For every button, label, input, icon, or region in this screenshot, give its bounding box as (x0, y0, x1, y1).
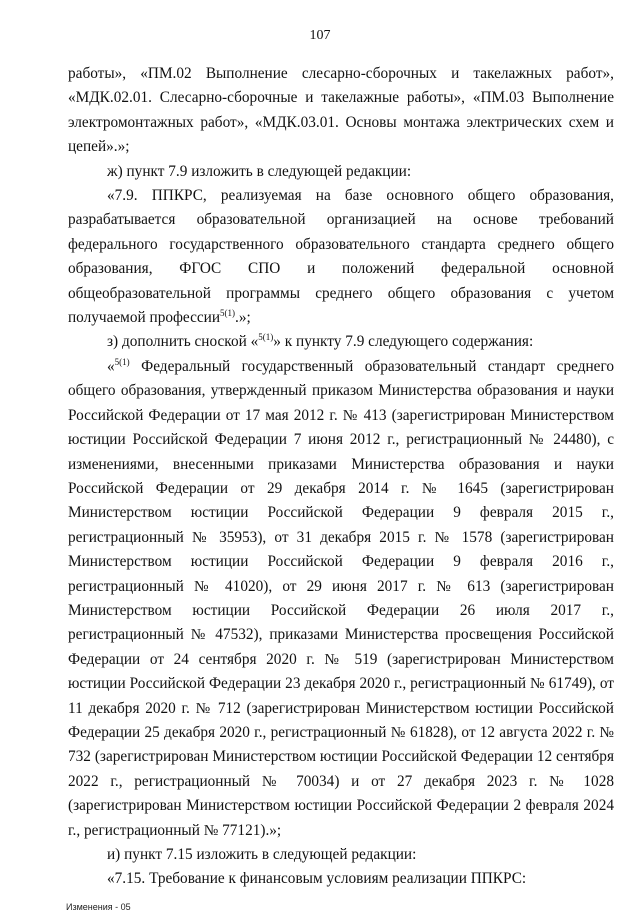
page-number: 107 (309, 28, 331, 43)
text-run: «7.9. ППКРС, реализуемая на базе основного общего образования, разрабатывается образовательной организацией на основе требований федерального государственного образовательного стандарта среднего общего образования, ФГОС СПО и положений федеральной основной общеобразовательной программы среднего общего образования с учетом получаемой профессии (68, 187, 614, 327)
paragraph-footnote-5-1 (68, 355, 614, 843)
text-run: работы», «ПМ.02 Выполнение слесарно-сборочных и такелажных работ», «МДК.02.01. Слесарно-сборочные и такелажные работы», «ПМ.03 Выполнение электромонтажных работ», «МДК.03.01. Основы монтажа электрических схем и цепей».»; (68, 65, 614, 156)
paragraph-item-z (68, 330, 614, 354)
text-run: ж) пункт 7.9 изложить в следующей редакции: (107, 162, 412, 180)
footnote-marker: 5(1) (220, 308, 236, 319)
footnote-marker: 5(1) (258, 332, 274, 343)
text-run: «7.15. Требование к финансовым условиям реализации ППКРС: (107, 870, 527, 888)
text-run: « (107, 357, 115, 375)
paragraph-item-zh (68, 160, 614, 184)
paragraph-point-7-15 (68, 867, 614, 891)
document-body (68, 62, 614, 892)
paragraph-continuation (68, 62, 614, 160)
text-run: и) пункт 7.15 изложить в следующей редакции: (107, 846, 417, 863)
paragraph-item-i (68, 843, 614, 867)
footnote-marker: 5(1) (114, 356, 130, 367)
text-run: Федеральный государственный образовательный стандарт среднего общего образования, утвержденный приказом Министерства образования и науки Российской Федерации от 17 мая 2012 г. № 413 (зарегистрирован Министерством юстиции Российской Федерации 7 июня 2012 г., регистрационный № 24480), с изменениями, внесенными приказами Министерства образования и науки Российской Федерации от 29 декабря 2014 г. № 1645 (зарегистрирован Министерством юстиции Российской Федерации 9 февраля 2015 г., регистрационный № 35953), от 31 декабря 2015 г. № 1578 (зарегистрирован Министерством юстиции Российской Федерации 9 февраля 2016 г., регистрационный № 41020), от 29 июня 2017 г. № 613 (зарегистрирован Министерством юстиции Российской Федерации 26 июля 2017 г., регистрационный № 47532), приказами Министерства просвещения Российской Федерации от 24 сентября 2020 г. № 519 (зарегистрирован Министерством юстиции Российской Федерации 23 декабря 2020 г., регистрационный № 61749), от 11 декабря 2020 г. № 712 (зарегистрирован Министерством юстиции Российской Федерации 25 декабря 2020 г., регистрационный № 61828), от 12 августа 2022 г. № 732 (зарегистрирован Министерством юстиции Российской Федерации 12 сентября 2022 г., регистрационный № 70034) и от 27 декабря 2023 г. № 1028 (зарегистрирован Министерством юстиции Российской Федерации 2 февраля 2024 г., регистрационный № 77121).»; (68, 357, 614, 839)
text-run: .»; (235, 309, 251, 327)
text-run: з) дополнить сноской « (107, 333, 259, 351)
paragraph-point-7-9 (68, 184, 614, 330)
text-run: » к пункту 7.9 следующего содержания: (273, 333, 534, 351)
footer-revision-tag: Изменения - 05 (66, 902, 131, 912)
